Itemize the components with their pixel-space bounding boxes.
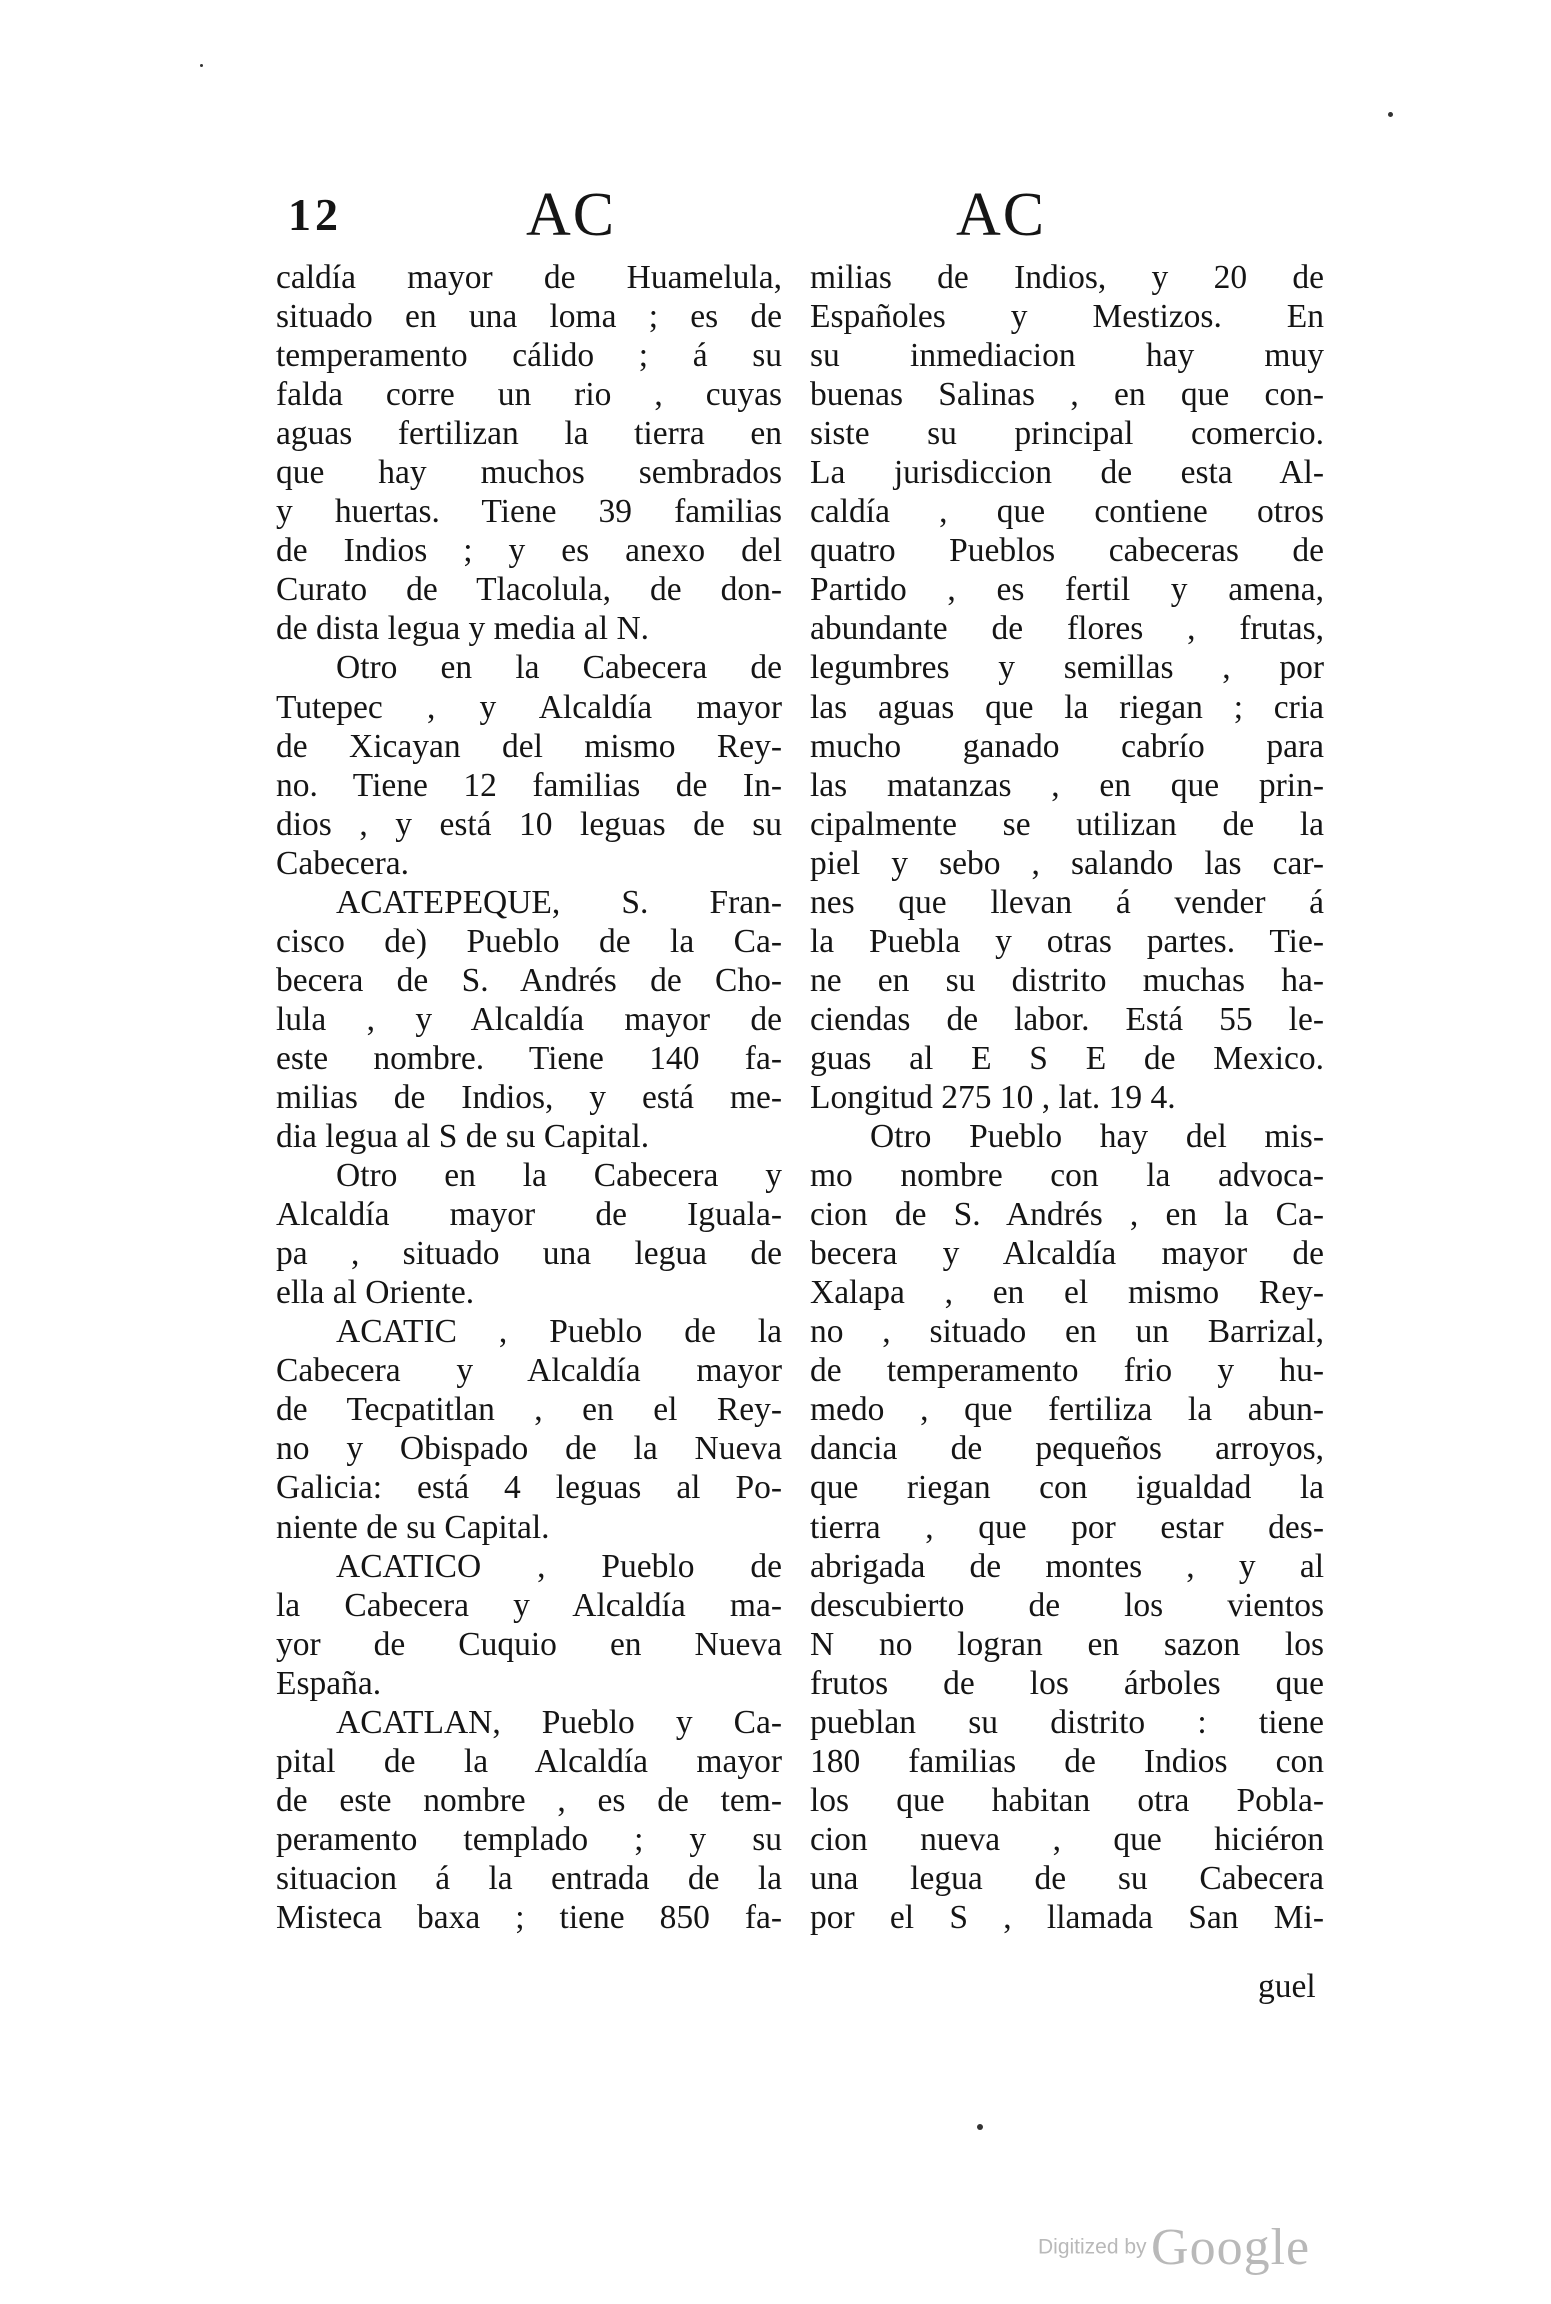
- text-line: abundante de flores , frutas,: [810, 610, 1324, 648]
- text-line: la Puebla y otras partes. Tie-: [810, 922, 1324, 960]
- ink-speck: [977, 2124, 983, 2130]
- text-line: su inmediacion hay muy: [810, 337, 1324, 375]
- text-line: no , situado en un Barrizal,: [810, 1313, 1324, 1351]
- text-line: falda corre un rio , cuyas: [276, 376, 782, 414]
- text-line: nes que llevan á vender á: [810, 883, 1324, 921]
- text-line: las matanzas , en que prin-: [810, 766, 1324, 804]
- text-line: medo , que fertiliza la abun-: [810, 1391, 1324, 1429]
- text-line: y huertas. Tiene 39 familias: [276, 493, 782, 531]
- text-line: Galicia: está 4 leguas al Po-: [276, 1469, 782, 1507]
- text-line: La jurisdiccion de esta Al-: [810, 454, 1324, 492]
- ink-speck: [1388, 112, 1393, 117]
- text-line: cipalmente se utilizan de la: [810, 805, 1324, 843]
- text-line: Longitud 275 10 , lat. 19 4.: [810, 1078, 1176, 1116]
- text-line: de este nombre , es de tem-: [276, 1781, 782, 1819]
- text-line: dia legua al S de su Capital.: [276, 1118, 650, 1156]
- text-line: mo nombre con la advoca-: [810, 1157, 1324, 1195]
- running-header-right: AC: [956, 181, 1047, 249]
- text-line: tierra , que por estar des-: [810, 1508, 1324, 1546]
- text-line: de Indios ; y es anexo del: [276, 532, 782, 570]
- text-line: situado en una loma ; es de: [276, 298, 782, 336]
- text-line: N no logran en sazon los: [810, 1625, 1324, 1663]
- digitized-watermark: [1038, 2218, 1310, 2277]
- text-line: ella al Oriente.: [276, 1274, 475, 1312]
- text-line: Otro Pueblo hay del mis-: [870, 1118, 1324, 1156]
- text-line: 180 familias de Indios con: [810, 1742, 1324, 1780]
- text-line: legumbres y semillas , por: [810, 649, 1324, 687]
- text-line: Españoles y Mestizos. En: [810, 298, 1324, 336]
- text-line: situacion á la entrada de la: [276, 1859, 782, 1897]
- text-line: aguas fertilizan la tierra en: [276, 415, 782, 453]
- text-line: peramento templado ; y su: [276, 1820, 782, 1858]
- text-line: descubierto de los vientos: [810, 1586, 1324, 1624]
- text-line: que hay muchos sembrados: [276, 454, 782, 492]
- text-line: ACATIC , Pueblo de la: [336, 1313, 782, 1351]
- google-logo: Google: [1151, 2219, 1311, 2276]
- text-line: piel y sebo , salando las car-: [810, 844, 1324, 882]
- text-line: pital de la Alcaldía mayor: [276, 1742, 782, 1780]
- text-line: Cabecera y Alcaldía mayor: [276, 1352, 782, 1390]
- text-line: una legua de su Cabecera: [810, 1859, 1324, 1897]
- text-line: este nombre. Tiene 140 fa-: [276, 1039, 782, 1077]
- text-line: Curato de Tlacolula, de don-: [276, 571, 782, 609]
- text-line: yor de Cuquio en Nueva: [276, 1625, 782, 1663]
- text-line: Partido , es fertil y amena,: [810, 571, 1324, 609]
- text-line: de Xicayan del mismo Rey-: [276, 727, 782, 765]
- text-line: Cabecera.: [276, 844, 409, 882]
- page-number: 12: [288, 189, 342, 240]
- text-column-left: [276, 258, 782, 1937]
- text-line: ACATEPEQUE, S. Fran-: [336, 883, 782, 921]
- text-line: Tutepec , y Alcaldía mayor: [276, 688, 782, 726]
- watermark-prefix: Digitized by: [1038, 2235, 1147, 2259]
- text-line: becera de S. Andrés de Cho-: [276, 961, 782, 999]
- text-line: temperamento cálido ; á su: [276, 337, 782, 375]
- text-line: siste su principal comercio.: [810, 415, 1324, 453]
- text-line: no. Tiene 12 familias de In-: [276, 766, 782, 804]
- text-line: cion de S. Andrés , en la Ca-: [810, 1196, 1324, 1234]
- text-line: que riegan con igualdad la: [810, 1469, 1324, 1507]
- text-line: la Cabecera y Alcaldía ma-: [276, 1586, 782, 1624]
- catchword: guel: [1258, 1968, 1316, 2005]
- text-line: pa , situado una legua de: [276, 1235, 782, 1273]
- text-line: quatro Pueblos cabeceras de: [810, 532, 1324, 570]
- text-line: frutos de los árboles que: [810, 1664, 1324, 1702]
- text-line: milias de Indios, y 20 de: [810, 259, 1324, 296]
- text-line: de temperamento frio y hu-: [810, 1352, 1324, 1390]
- text-line: niente de su Capital.: [276, 1508, 550, 1546]
- text-line: buenas Salinas , en que con-: [810, 376, 1324, 414]
- ink-speck: [200, 64, 203, 67]
- text-line: ACATICO , Pueblo de: [336, 1547, 782, 1585]
- text-line: dancia de pequeños arroyos,: [810, 1430, 1324, 1468]
- text-line: caldía , que contiene otros: [810, 493, 1324, 531]
- text-line: por el S , llamada San Mi-: [810, 1898, 1324, 1936]
- text-line: los que habitan otra Pobla-: [810, 1781, 1324, 1819]
- text-line: Xalapa , en el mismo Rey-: [810, 1274, 1324, 1312]
- text-line: dios , y está 10 leguas de su: [276, 805, 782, 843]
- text-line: abrigada de montes , y al: [810, 1547, 1324, 1585]
- text-line: ACATLAN, Pueblo y Ca-: [336, 1703, 782, 1741]
- text-line: las aguas que la riegan ; cria: [810, 688, 1324, 726]
- text-line: de dista legua y media al N.: [276, 610, 650, 648]
- text-line: lula , y Alcaldía mayor de: [276, 1000, 782, 1038]
- text-line: guas al E S E de Mexico.: [810, 1039, 1324, 1077]
- text-column-right: [810, 258, 1324, 1937]
- text-line: de Tecpatitlan , en el Rey-: [276, 1391, 782, 1429]
- running-header-left: AC: [526, 181, 617, 249]
- text-line: España.: [276, 1664, 382, 1702]
- text-line: Misteca baxa ; tiene 850 fa-: [276, 1898, 782, 1936]
- text-line: ne en su distrito muchas ha-: [810, 961, 1324, 999]
- text-line: cion nueva , que hiciéron: [810, 1820, 1324, 1858]
- text-line: milias de Indios, y está me-: [276, 1078, 782, 1116]
- text-line: Otro en la Cabecera y: [336, 1157, 782, 1195]
- text-line: cisco de) Pueblo de la Ca-: [276, 922, 782, 960]
- text-line: pueblan su distrito : tiene: [810, 1703, 1324, 1741]
- text-line: no y Obispado de la Nueva: [276, 1430, 782, 1468]
- text-line: ciendas de labor. Está 55 le-: [810, 1000, 1324, 1038]
- text-line: mucho ganado cabrío para: [810, 727, 1324, 765]
- text-line: becera y Alcaldía mayor de: [810, 1235, 1324, 1273]
- text-line: caldía mayor de Huamelula,: [276, 259, 782, 296]
- text-line: Alcaldía mayor de Iguala-: [276, 1196, 782, 1234]
- text-line: Otro en la Cabecera de: [336, 649, 782, 687]
